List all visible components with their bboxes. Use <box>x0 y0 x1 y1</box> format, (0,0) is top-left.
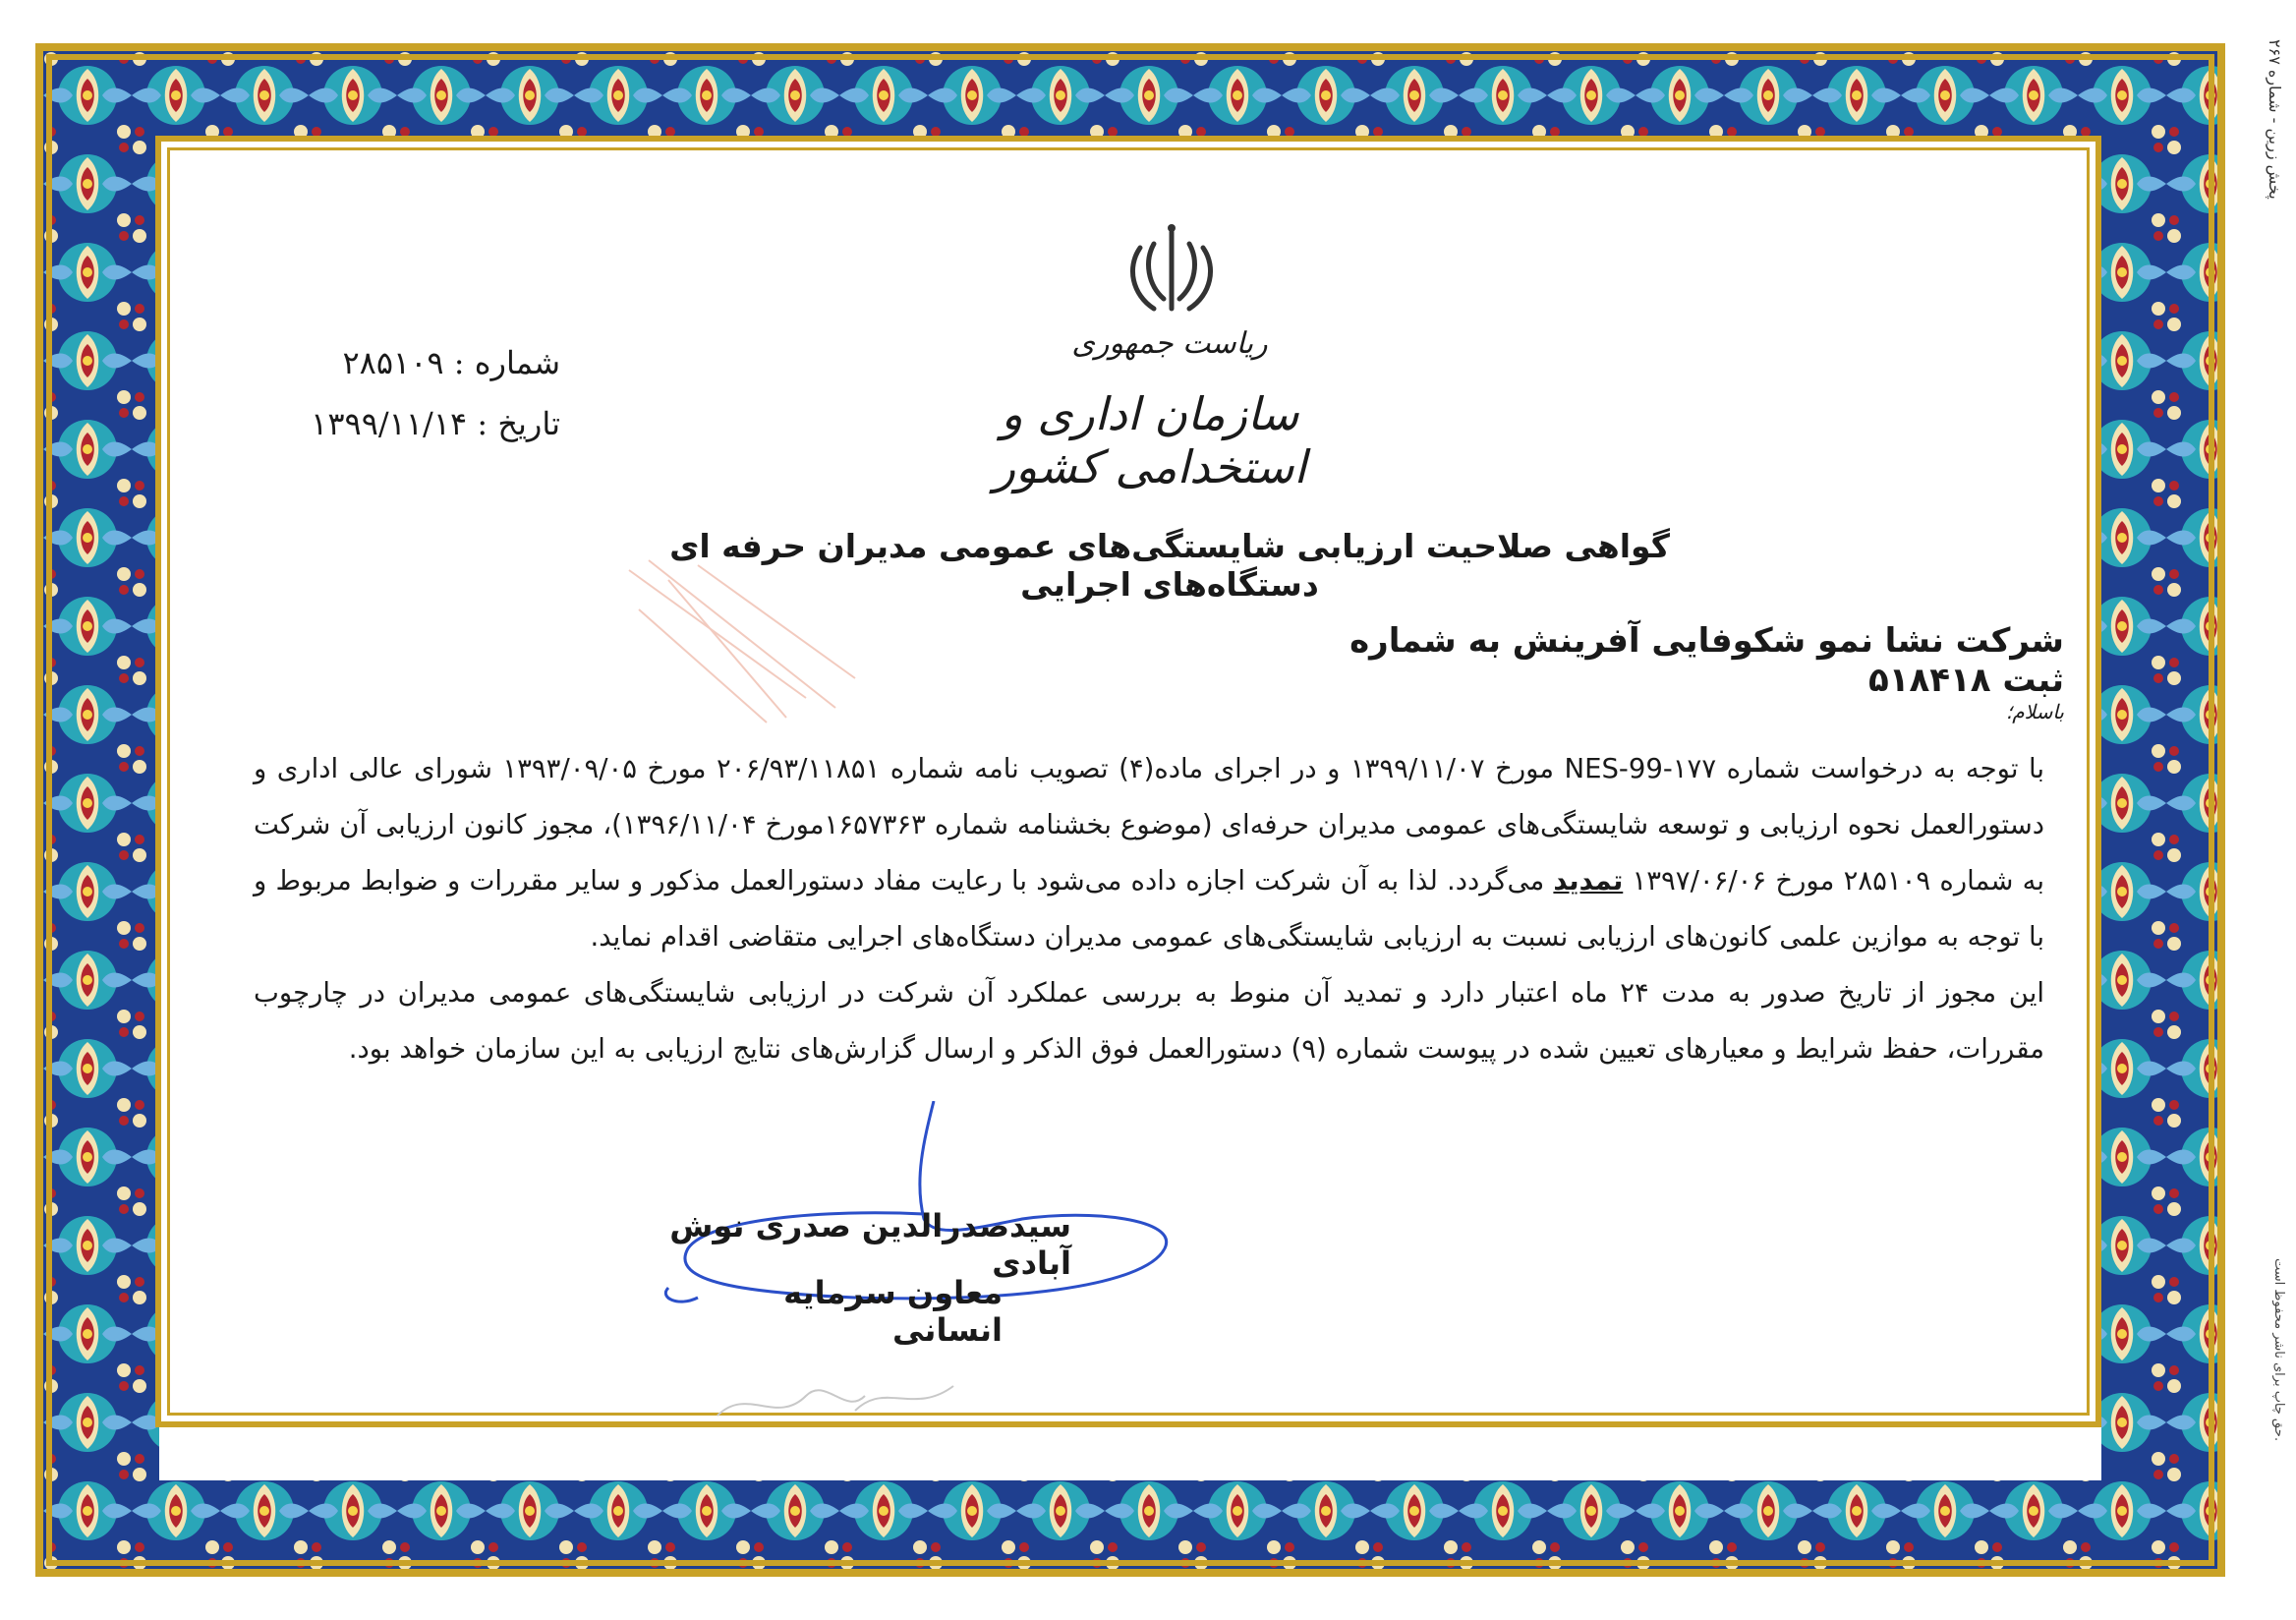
side-copyright-note: حق چاپ برای ناشر محفوظ است. <box>2271 1258 2286 1442</box>
date-row <box>246 393 560 454</box>
body-p1-part2: می‌گردد. لذا به آن شرکت اجازه داده می‌شود با رعایت مفاد دستورالعمل مذکور و سایر مقررات و ضوابط مربوط و با توجه به موازین علمی کانون‌های ارزیابی نسبت به ارزیابی شایستگی‌های عمومی مدیران دستگاه‌های اجرایی متقاضی اقدام نماید. <box>254 865 2044 953</box>
presidency-label: ریاست جمهوری <box>1071 326 1268 361</box>
greeting: باسلام؛ <box>2005 700 2064 723</box>
body-paragraph-1 <box>254 741 2044 965</box>
signatory-name: سیدصدرالدین صدری نوش آبادی <box>669 1207 1071 1282</box>
number-label: شماره : <box>453 344 560 381</box>
renew-word: تمدید <box>1553 865 1624 897</box>
date-value: ۱۳۹۹/۱۱/۱۴ <box>311 405 468 442</box>
iran-emblem-icon <box>1120 218 1223 320</box>
organization-name: سازمان اداری و استخدامی کشور <box>993 387 1307 493</box>
side-printer-note: پخش زرین - شماره ۲۶۷ <box>2266 39 2284 200</box>
number-value: ۲۸۵۱۰۹ <box>342 344 444 381</box>
reference-block <box>246 332 560 454</box>
company-name: شرکت نشا نمو شکوفایی آفرینش به شماره ثبت ۵۱۸۴۱۸ <box>1349 621 2064 700</box>
signatory-title: معاون سرمایه انسانی <box>783 1274 1003 1349</box>
number-row <box>246 332 560 393</box>
body-p1-part1: با توجه به درخواست شماره NES-99-۱۷۷ مورخ ۱۳۹۹/۱۱/۰۷ و در اجرای ماده(۴) تصویب نامه شماره ۲۰۶/۹۳/۱۱۸۵۱ مورخ ۱۳۹۳/۰۹/۰۵ شورای عالی اداری و دستورالعمل نحوه ارزیابی و توسعه شایستگی‌های عمومی مدیران حرفه‌ای (موضوع بخشنامه شماره ۱۶۵۷۳۶۳مورخ ۱۳۹۶/۱۱/۰۴)، مجوز کانون ارزیابی آن شرکت به شماره ۲۸۵۱۰۹ مورخ ۱۳۹۷/۰۶/۰۶ <box>254 753 2045 897</box>
faint-gray-stamp <box>708 1357 963 1435</box>
date-label: تاریخ : <box>477 405 560 442</box>
certificate-title: گواهی صلاحیت ارزیابی شایستگی‌های عمومی مدیران حرفه ای دستگاه‌های اجرایی <box>669 527 1670 604</box>
certificate-body <box>254 741 2044 1077</box>
body-paragraph-2: این مجوز از تاریخ صدور به مدت ۲۴ ماه اعتبار دارد و تمدید آن منوط به بررسی عملکرد آن شرکت در ارزیابی شایستگی‌های عمومی مدیران در چارچوب مقررات، حفظ شرایط و معیارهای تعیین شده در پیوست شماره (۹) دستورالعمل فوق الذکر و ارسال گزارش‌های نتایج ارزیابی به این سازمان خواهد بود. <box>254 977 2044 1065</box>
